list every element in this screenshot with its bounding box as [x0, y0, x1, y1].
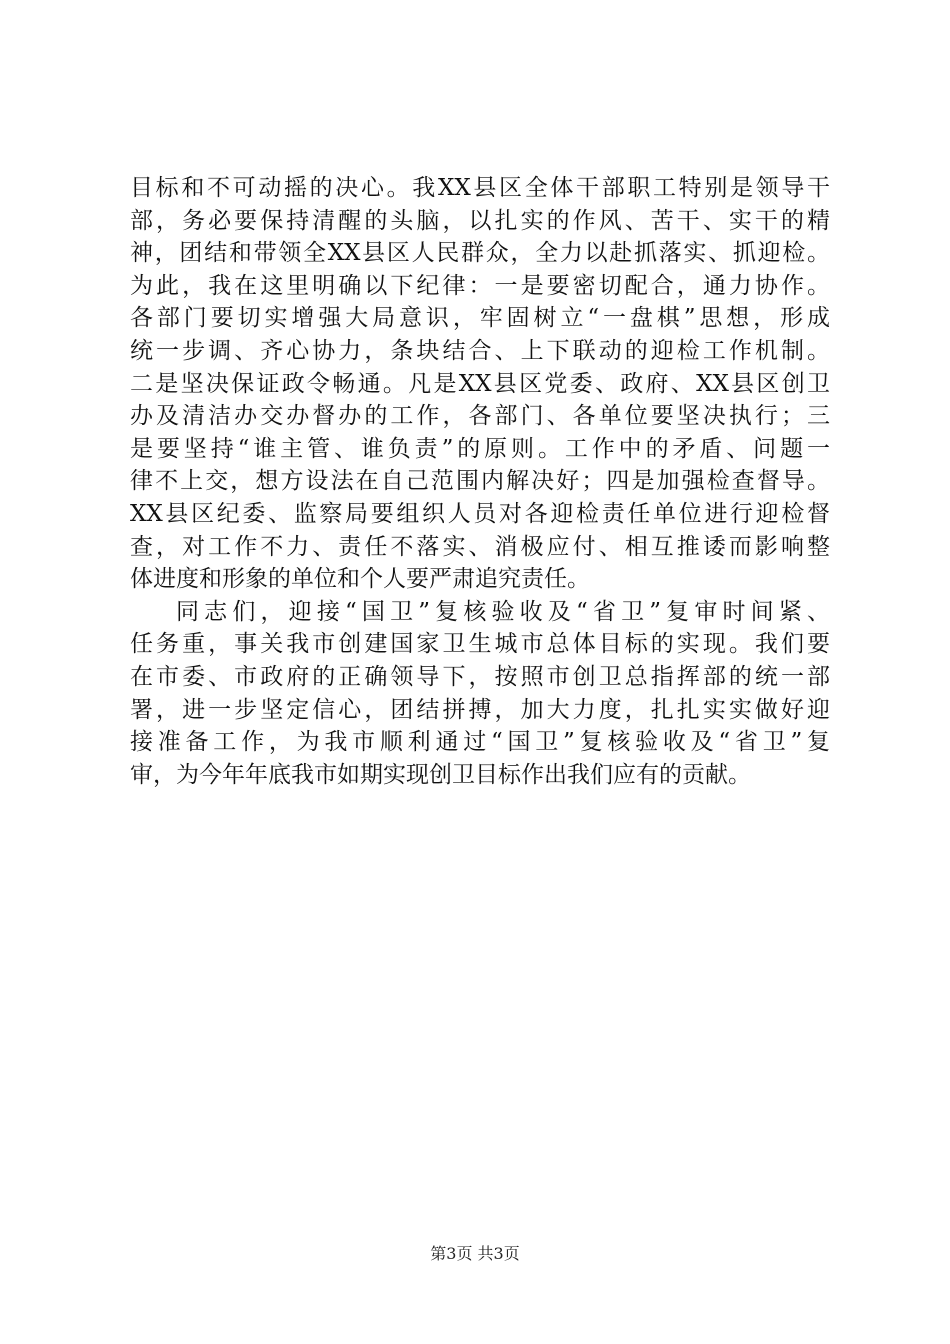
text-line: 神，团结和带领全XX县区人民群众，全力以赴抓落实、抓迎检。 — [130, 240, 830, 267]
text-line: 为此，我在这里明确以下纪律：一是要密切配合，通力协作。 — [130, 272, 830, 299]
text-line: 各部门要切实增强大局意识，牢固树立“一盘棋”思想，形成 — [130, 305, 830, 332]
text-line: 任务重，事关我市创建国家卫生城市总体目标的实现。我们要 — [130, 631, 830, 658]
text-line: 律不上交，想方设法在自己范围内解决好；四是加强检查督导。 — [130, 468, 830, 495]
text-line: 部，务必要保持清醒的头脑，以扎实的作风、苦干、实干的精 — [130, 207, 830, 234]
text-line: 目标和不可动摇的决心。我XX县区全体干部职工特别是领导干 — [130, 175, 830, 201]
paragraph-first-line: 同志们，迎接“国卫”复核验收及“省卫”复审时间紧、 — [176, 598, 830, 625]
text-line: XX县区纪委、监察局要组织人员对各迎检责任单位进行迎检督 — [130, 500, 830, 527]
text-line: 署，进一步坚定信心，团结拼搏，加大力度，扎扎实实做好迎 — [130, 696, 830, 723]
text-line: 审，为今年年底我市如期实现创卫目标作出我们应有的贡献。 — [130, 761, 751, 788]
text-line: 是要坚持“谁主管、谁负责”的原则。工作中的矛盾、问题一 — [130, 435, 830, 462]
text-line: 二是坚决保证政令畅通。凡是XX县区党委、政府、XX县区创卫 — [130, 370, 830, 397]
text-line: 办及清洁办交办督办的工作，各部门、各单位要坚决执行；三 — [130, 403, 830, 430]
page-number-footer: 第3页 共3页 — [430, 1244, 520, 1263]
text-line: 接准备工作，为我市顺利通过“国卫”复核验收及“省卫”复 — [130, 729, 830, 756]
document-body — [130, 172, 830, 791]
text-line: 查，对工作不力、责任不落实、消极应付、相互推诿而影响整 — [130, 533, 830, 560]
text-line: 统一步调、齐心协力，条块结合、上下联动的迎检工作机制。 — [130, 337, 830, 364]
text-line: 在市委、市政府的正确领导下，按照市创卫总指挥部的统一部 — [130, 663, 830, 690]
text-line: 体进度和形象的单位和个人要严肃追究责任。 — [130, 566, 590, 593]
